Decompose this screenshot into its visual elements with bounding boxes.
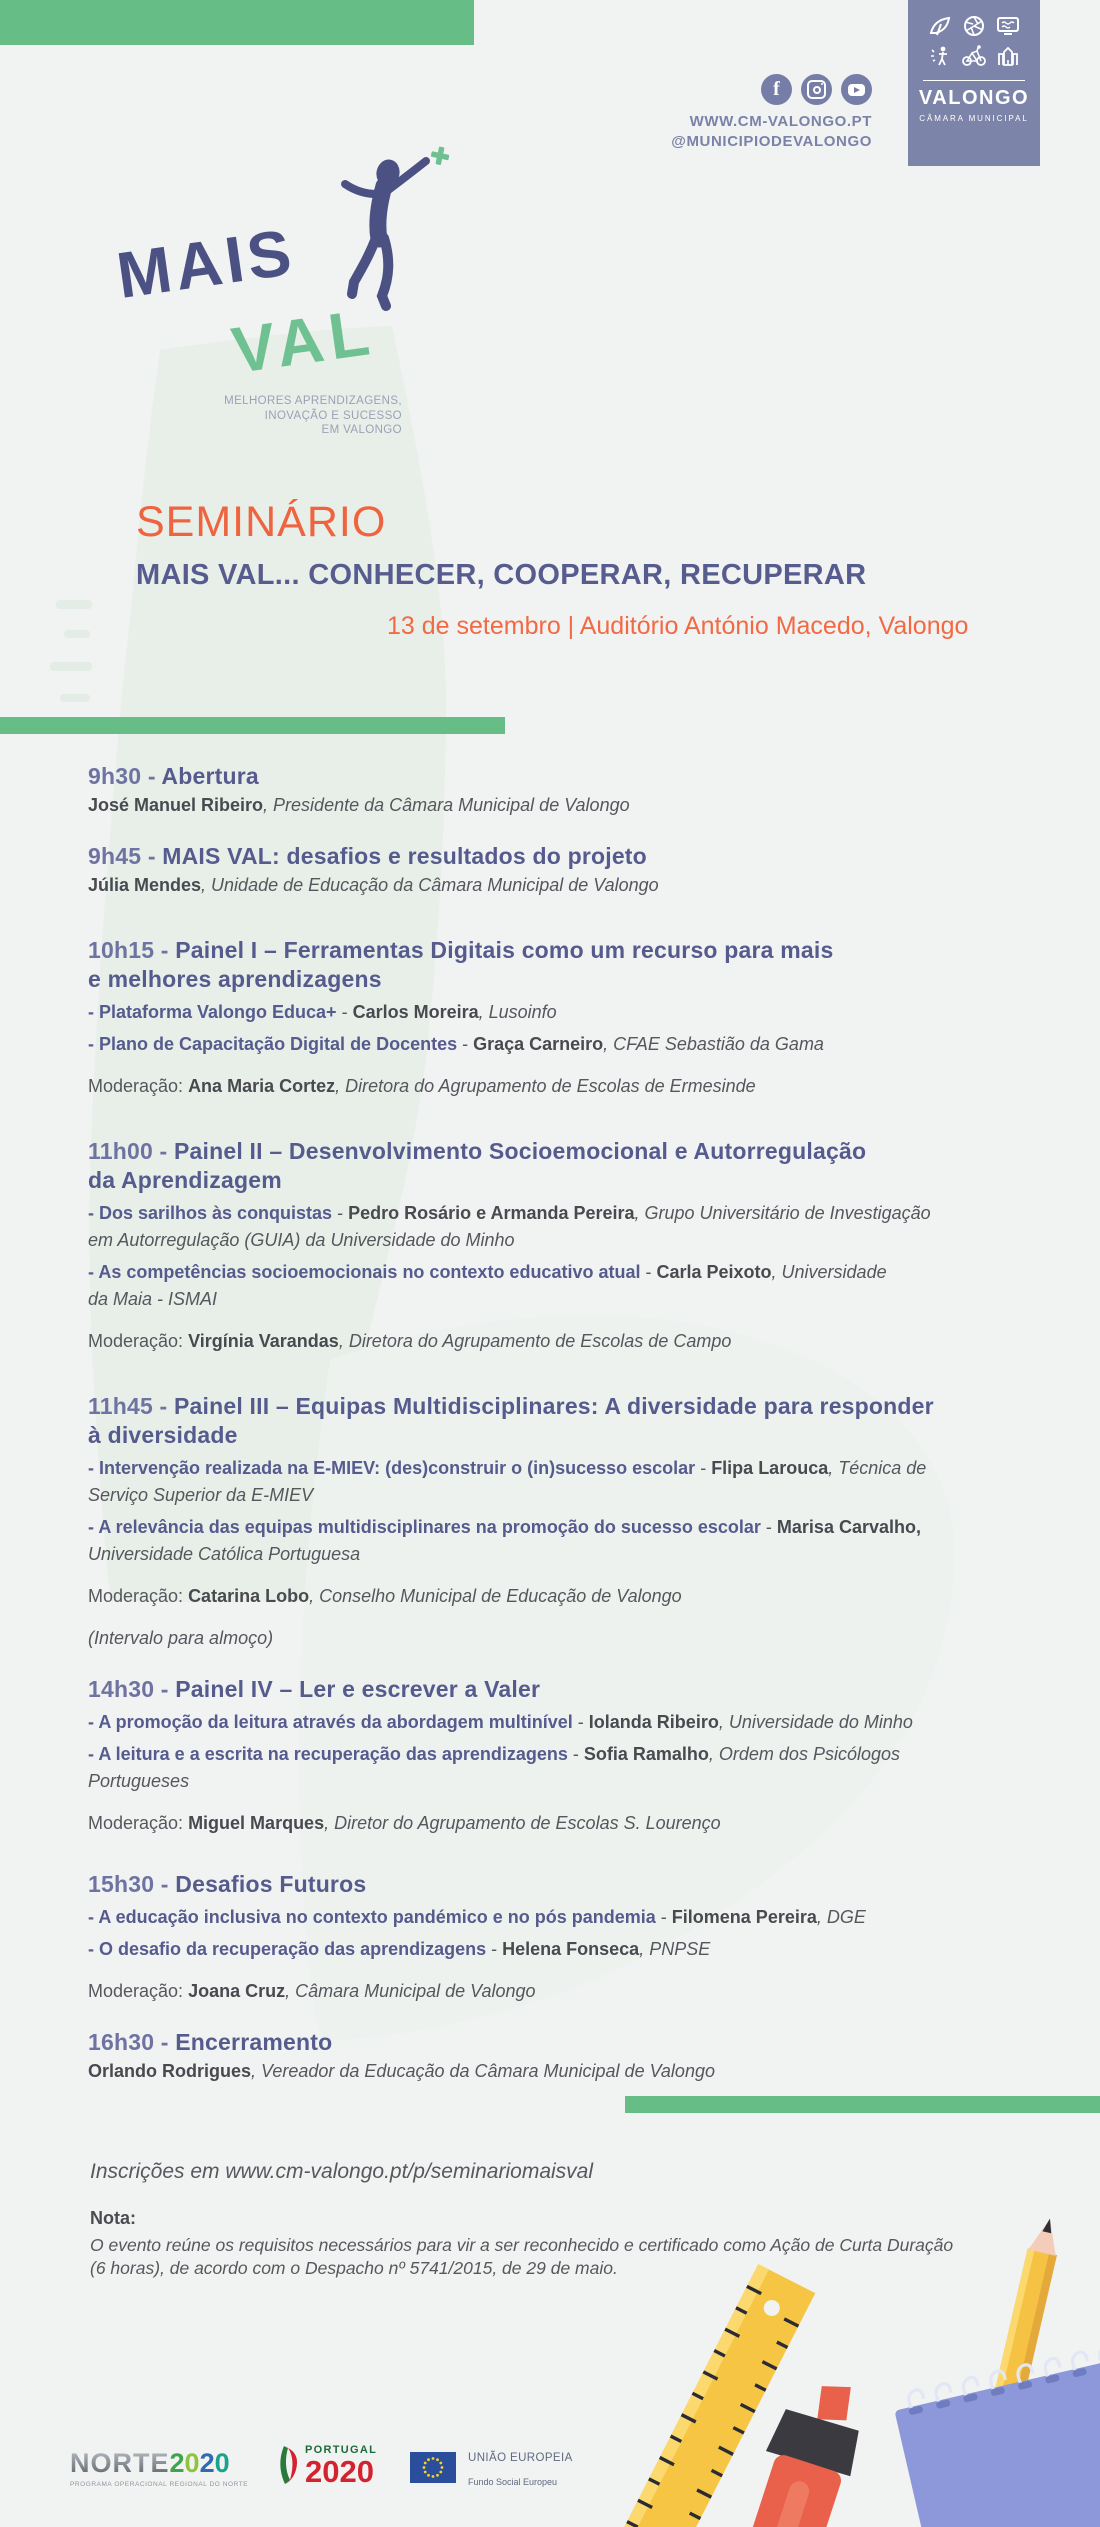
talk-speaker-name: Iolanda Ribeiro xyxy=(588,1712,719,1732)
speaker-line xyxy=(88,2058,1068,2084)
talk-speaker-name: Carlos Moreira xyxy=(352,1002,479,1022)
tagline-line: EM VALONGO xyxy=(321,424,402,436)
block-title: Painel II – Desenvolvimento Socioemocional e Autorregulação da Aprendizagem xyxy=(88,1138,867,1193)
separator: - xyxy=(695,1458,712,1478)
seminar-title: MAIS VAL... CONHECER, COOPERAR, RECUPERAR xyxy=(136,559,867,591)
moderator-role: , Diretora do Agrupamento de Escolas de Campo xyxy=(338,1331,732,1351)
logo-word-mais: MAIS xyxy=(112,214,300,312)
separator: - xyxy=(655,1907,672,1927)
talk-item xyxy=(88,999,1068,1026)
portugal2020-mark xyxy=(276,2444,300,2488)
festival-icon xyxy=(927,44,953,73)
talk-speaker-affiliation: , PNPSE xyxy=(639,1939,711,1959)
registration-line: Inscrições em www.cm-valongo.pt/p/seminariomaisval xyxy=(90,2160,594,2183)
talk-title: - Intervenção realizada na E-MIEV: (des)construir o (in)sucesso escolar xyxy=(88,1458,696,1478)
moderation-label: Moderação: xyxy=(88,1331,189,1351)
separator: - xyxy=(567,1744,584,1764)
moderator-name: Virgínia Varandas xyxy=(188,1331,339,1351)
talk-speaker-affiliation: Universidade Católica Portuguesa xyxy=(88,1544,361,1564)
talk-title: - A relevância das equipas multidisciplinares na promoção do sucesso escolar xyxy=(88,1517,761,1537)
norte-year-digit: 2 xyxy=(169,2448,185,2478)
screen-icon xyxy=(995,14,1021,43)
block-title: Desafios Futuros xyxy=(175,1871,367,1897)
notepad-illustration xyxy=(891,2343,1100,2527)
talk-title: - Dos sarilhos às conquistas xyxy=(88,1203,333,1223)
moderation-label: Moderação: xyxy=(88,1981,189,2001)
eu-logo xyxy=(410,2452,573,2487)
divider-bar xyxy=(0,717,505,734)
talk-title: - Plataforma Valongo Educa+ xyxy=(88,1002,337,1022)
moderation-label: Moderação: xyxy=(88,1076,189,1096)
talk-item xyxy=(88,1200,1068,1254)
eu-flag-icon xyxy=(410,2452,456,2483)
church-icon xyxy=(995,44,1021,73)
eu-name: UNIÃO EUROPEIA xyxy=(468,2452,573,2464)
talk-speaker-name: Pedro Rosário e Armanda Pereira xyxy=(348,1203,635,1223)
speaker-line xyxy=(88,872,1068,898)
park-icon xyxy=(927,14,953,43)
talk-speaker-affiliation: , DGE xyxy=(816,1907,866,1927)
schedule-block xyxy=(88,936,1068,1099)
norte-year-digit: 0 xyxy=(214,2448,230,2478)
norte-caption: PROGRAMA OPERACIONAL REGIONAL DO NORTE xyxy=(70,2481,249,2488)
municipal-city-name: VALONGO xyxy=(918,87,1030,109)
block-time: 15h30 - xyxy=(88,1871,176,1897)
moderator-name: Catarina Lobo xyxy=(188,1586,310,1606)
talk-speaker-name: Filomena Pereira xyxy=(671,1907,817,1927)
schedule-block xyxy=(88,1675,1068,1836)
talk-title: - Plano de Capacitação Digital de Docentes xyxy=(88,1034,458,1054)
talk-item xyxy=(88,1455,1068,1509)
speaker-role: , Vereador da Educação da Câmara Municipal de Valongo xyxy=(251,2061,715,2081)
child-figure-illustration xyxy=(312,146,462,331)
norte-year-digit: 2 xyxy=(199,2448,215,2478)
bottom-accent-bar xyxy=(625,2096,1100,2113)
schedule-block xyxy=(88,1870,1068,2004)
moderator-role: , Diretor do Agrupamento de Escolas S. Lourenço xyxy=(324,1813,721,1833)
moderation-line xyxy=(88,1583,1068,1609)
talk-item xyxy=(88,1904,1068,1931)
divider xyxy=(923,80,1025,81)
moderator-name: Ana Maria Cortez xyxy=(188,1076,336,1096)
talk-speaker-name: Flipa Larouca xyxy=(711,1458,829,1478)
moderation-line xyxy=(88,1073,1068,1099)
block-heading xyxy=(88,1675,1068,1704)
plus-icon xyxy=(429,146,450,166)
moderator-role: , Diretora do Agrupamento de Escolas de Ermesinde xyxy=(335,1076,756,1096)
lunch-break-note: (Intervalo para almoço) xyxy=(88,1628,274,1648)
talk-speaker-name: Graça Carneiro xyxy=(473,1034,604,1054)
talk-speaker-affiliation: , CFAE Sebastião da Gama xyxy=(603,1034,824,1054)
talk-item xyxy=(88,1709,1068,1736)
block-title: Painel III – Equipas Multidisciplinares: A diversidade para responder à diversidade xyxy=(88,1393,934,1448)
moderator-name: Miguel Marques xyxy=(188,1813,325,1833)
moderation-label: Moderação: xyxy=(88,1586,189,1606)
talk-speaker-affiliation: , Universidade do Minho xyxy=(718,1712,913,1732)
moderation-line xyxy=(88,1810,1068,1836)
camera-shutter-icon xyxy=(961,14,987,43)
speaker-name: José Manuel Ribeiro xyxy=(88,795,264,815)
schedule-block xyxy=(88,842,1068,898)
talk-title: - O desafio da recuperação das aprendizagens xyxy=(88,1939,487,1959)
talk-item xyxy=(88,1936,1068,1963)
seminar-kicker: SEMINÁRIO xyxy=(136,498,387,546)
portugal-wordmark: PORTUGAL xyxy=(305,2444,378,2456)
website-url: WWW.CM-VALONGO.PT xyxy=(689,113,872,130)
separator: - xyxy=(760,1517,777,1537)
block-heading xyxy=(88,762,1068,791)
block-time: 16h30 - xyxy=(88,2029,176,2055)
social-handle: @MUNICIPIODEVALONGO xyxy=(671,133,872,150)
talk-item xyxy=(88,1031,1068,1058)
block-heading xyxy=(88,936,1068,994)
block-time: 14h30 - xyxy=(88,1676,176,1702)
block-time: 9h45 - xyxy=(88,843,163,869)
note-line: O evento reúne os requisitos necessários para vir a ser reconhecido e certificado como Ação de Curta Duração xyxy=(90,2235,954,2255)
note-line: (6 horas), de acordo com o Despacho nº 5741/2015, de 29 de maio. xyxy=(90,2258,618,2278)
eu-caption: Fundo Social Europeu xyxy=(468,2477,558,2487)
talk-title: - A educação inclusiva no contexto pandémico e no pós pandemia xyxy=(88,1907,656,1927)
talk-speaker-affiliation: , Técnica de Serviço Superior da E-MIEV xyxy=(88,1458,927,1505)
schedule-block xyxy=(88,1137,1068,1354)
block-heading xyxy=(88,2028,1068,2057)
portugal-year: 2020 xyxy=(305,2454,374,2489)
logo-tagline xyxy=(180,394,402,438)
talk-speaker-name: Helena Fonseca xyxy=(502,1939,640,1959)
norte-wordmark: NORTE xyxy=(70,2448,170,2478)
block-title: Painel IV – Ler e escrever a Valer xyxy=(175,1676,541,1702)
talk-speaker-affiliation: , Grupo Universitário de Investigação em Autorregulação (GUIA) da Universidade do Minho xyxy=(88,1203,931,1250)
norte-year-digit: 0 xyxy=(184,2448,200,2478)
facebook-icon: f xyxy=(761,74,792,105)
separator: - xyxy=(336,1002,353,1022)
stationery-illustration xyxy=(590,2210,1100,2527)
talk-item xyxy=(88,1514,1068,1568)
separator: - xyxy=(332,1203,349,1223)
speaker-role: , Unidade de Educação da Câmara Municipal de Valongo xyxy=(201,875,659,895)
talk-title: - A promoção da leitura através da abordagem multinível xyxy=(88,1712,573,1732)
block-title: MAIS VAL: desafios e resultados do projeto xyxy=(162,843,647,869)
tagline-line: MELHORES APRENDIZAGENS, xyxy=(224,395,402,407)
block-heading xyxy=(88,1392,1068,1450)
norte2020-logo xyxy=(70,2448,248,2488)
talk-title: - A leitura e a escrita na recuperação das aprendizagens xyxy=(88,1744,568,1764)
block-heading xyxy=(88,1137,1068,1195)
schedule-block xyxy=(88,2028,1068,2084)
block-time: 11h00 - xyxy=(88,1138,174,1164)
talk-item xyxy=(88,1741,1068,1795)
talk-speaker-name: Marisa Carvalho, xyxy=(776,1517,921,1537)
municipal-subtitle: CÂMARA MUNICIPAL xyxy=(919,114,1029,123)
separator: - xyxy=(640,1262,657,1282)
speaker-line xyxy=(88,792,1068,818)
schedule-block xyxy=(88,762,1068,818)
moderator-role: , Câmara Municipal de Valongo xyxy=(285,1981,536,2001)
social-icons xyxy=(761,74,872,105)
separator: - xyxy=(486,1939,503,1959)
top-accent-bar xyxy=(0,0,474,45)
talk-speaker-affiliation: , Ordem dos Psicólogos Portugueses xyxy=(88,1744,900,1791)
block-heading xyxy=(88,842,1068,871)
tagline-line: INOVAÇÃO E SUCESSO xyxy=(264,409,402,422)
municipal-logo xyxy=(908,0,1040,166)
youtube-icon xyxy=(841,74,872,105)
moderator-name: Joana Cruz xyxy=(188,1981,286,2001)
contact-info xyxy=(671,112,872,152)
norte-year xyxy=(170,2448,230,2479)
bicycle-icon xyxy=(961,44,987,73)
block-title: Encerramento xyxy=(175,2029,333,2055)
talk-title: - As competências socioemocionais no contexto educativo atual xyxy=(88,1262,641,1282)
talk-speaker-affiliation: , Universidade da Maia - ISMAI xyxy=(88,1262,887,1309)
moderator-role: , Conselho Municipal de Educação de Valongo xyxy=(309,1586,682,1606)
block-title: Abertura xyxy=(161,763,259,789)
block-title: Painel I – Ferramentas Digitais como um recurso para mais e melhores aprendizagens xyxy=(88,937,834,992)
talk-speaker-affiliation: , Lusoinfo xyxy=(478,1002,557,1022)
speaker-name: Júlia Mendes xyxy=(88,875,202,895)
logo-word-val: VAL xyxy=(227,294,380,387)
speaker-role: , Presidente da Câmara Municipal de Valongo xyxy=(263,795,630,815)
seminar-date-venue: 13 de setembro | Auditório António Macedo, Valongo xyxy=(387,612,969,640)
block-heading xyxy=(88,1870,1068,1899)
schedule-block xyxy=(88,1392,1068,1651)
talk-speaker-name: Sofia Ramalho xyxy=(583,1744,709,1764)
talk-item xyxy=(88,1259,1068,1313)
separator: - xyxy=(572,1712,589,1732)
block-time: 9h30 - xyxy=(88,763,162,789)
block-time: 10h15 - xyxy=(88,937,176,963)
moderation-label: Moderação: xyxy=(88,1813,189,1833)
moderation-line xyxy=(88,1328,1068,1354)
portugal2020-logo xyxy=(276,2444,377,2488)
talk-speaker-name: Carla Peixoto xyxy=(656,1262,772,1282)
schedule xyxy=(88,762,1068,2122)
instagram-icon xyxy=(801,74,832,105)
note-label: Nota: xyxy=(90,2208,136,2228)
block-time: 11h45 - xyxy=(88,1393,174,1419)
separator: - xyxy=(457,1034,474,1054)
speaker-name: Orlando Rodrigues xyxy=(88,2061,252,2081)
moderation-line xyxy=(88,1978,1068,2004)
